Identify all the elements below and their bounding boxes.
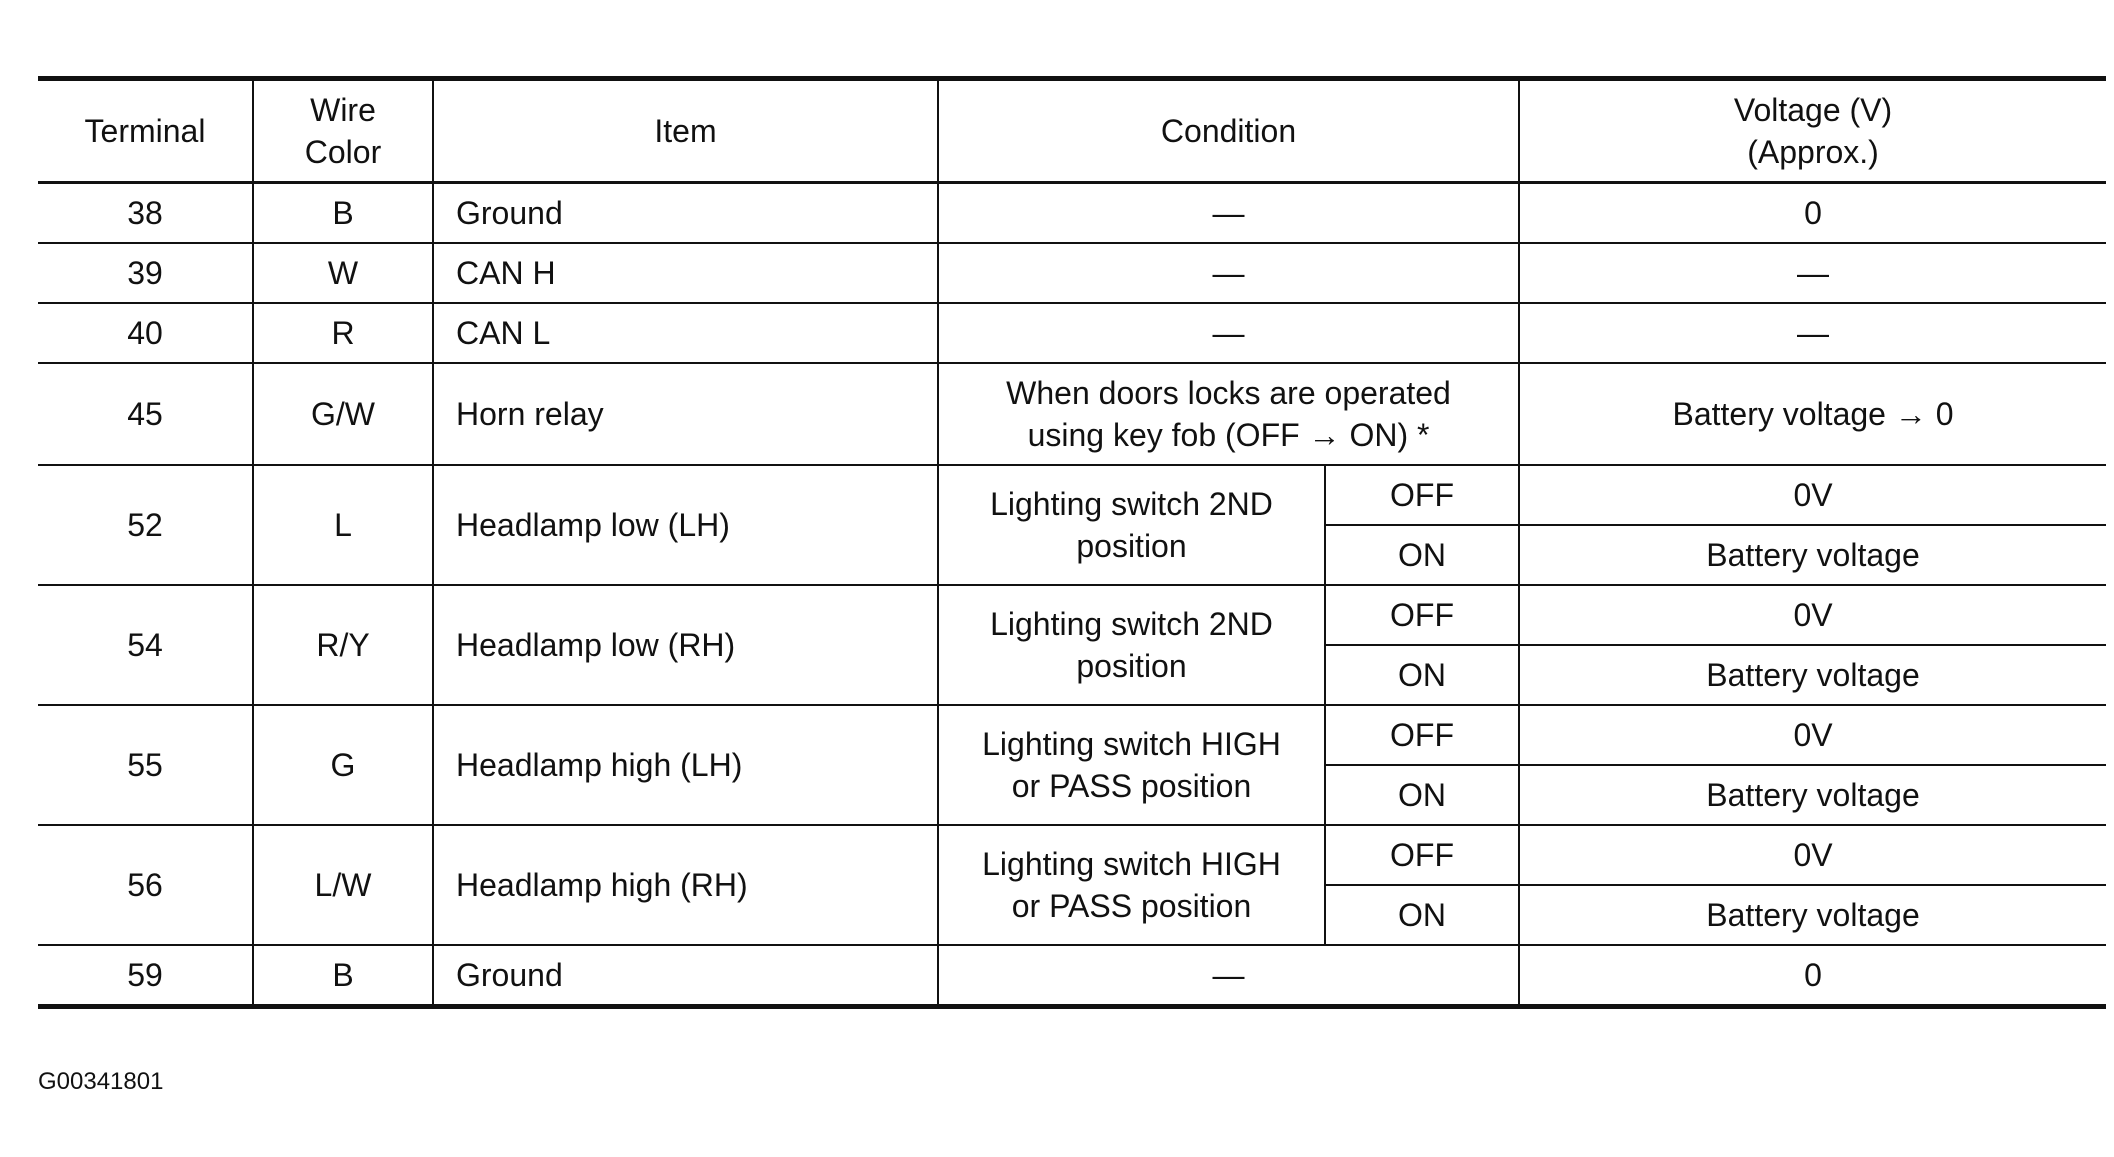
wire-color-cell: W	[253, 243, 433, 303]
voltage-on-cell: Battery voltage	[1519, 645, 2106, 705]
item-cell: Headlamp high (LH)	[433, 705, 938, 825]
voltage-off-cell: 0V	[1519, 465, 2106, 525]
table-row	[38, 183, 2106, 244]
item-cell: Horn relay	[433, 363, 938, 465]
table-row	[38, 945, 2106, 1007]
state-off-cell: OFF	[1325, 825, 1519, 885]
condition-cell	[938, 465, 1325, 585]
terminal-cell: 59	[38, 945, 253, 1007]
terminal-cell: 39	[38, 243, 253, 303]
item-cell: CAN L	[433, 303, 938, 363]
table-row	[38, 465, 2106, 525]
terminal-table	[38, 76, 2106, 1009]
condition-line2: position	[1076, 648, 1187, 684]
terminal-cell: 45	[38, 363, 253, 465]
state-off-cell: OFF	[1325, 465, 1519, 525]
condition-line2: or PASS position	[1011, 888, 1252, 924]
state-on-cell: ON	[1325, 525, 1519, 585]
state-off-cell: OFF	[1325, 585, 1519, 645]
header-row	[38, 79, 2106, 183]
terminal-cell: 52	[38, 465, 253, 585]
item-cell: CAN H	[433, 243, 938, 303]
condition-line1: Lighting switch 2ND	[990, 606, 1273, 642]
condition-line1: When doors locks are operated	[1006, 375, 1451, 411]
table-row	[38, 825, 2106, 885]
condition-cell: —	[938, 303, 1519, 363]
condition-line2: using key fob (OFF → ON) *	[1027, 417, 1430, 453]
header-terminal: Terminal	[38, 79, 253, 183]
wire-color-cell: L	[253, 465, 433, 585]
table-row	[38, 363, 2106, 465]
item-cell: Headlamp low (LH)	[433, 465, 938, 585]
header-voltage-line1: Voltage (V)	[1733, 92, 1893, 128]
wire-color-cell: B	[253, 945, 433, 1007]
condition-line2: position	[1076, 528, 1187, 564]
wire-color-cell: L/W	[253, 825, 433, 945]
header-item: Item	[433, 79, 938, 183]
wire-color-cell: R	[253, 303, 433, 363]
voltage-on-cell: Battery voltage	[1519, 765, 2106, 825]
header-voltage	[1519, 79, 2106, 183]
voltage-off-cell: 0V	[1519, 585, 2106, 645]
terminal-cell: 38	[38, 183, 253, 244]
condition-line1: Lighting switch HIGH	[982, 726, 1281, 762]
condition-cell: —	[938, 945, 1519, 1007]
voltage-on-cell: Battery voltage	[1519, 885, 2106, 945]
table-row	[38, 705, 2106, 765]
figure-id-caption: G00341801	[38, 1068, 164, 1095]
header-voltage-line2: (Approx.)	[1747, 134, 1879, 170]
condition-line1: Lighting switch 2ND	[990, 486, 1273, 522]
wire-color-cell: R/Y	[253, 585, 433, 705]
terminal-cell: 40	[38, 303, 253, 363]
state-on-cell: ON	[1325, 765, 1519, 825]
header-wire-color-line1: Wire	[310, 92, 376, 128]
item-cell: Headlamp high (RH)	[433, 825, 938, 945]
wire-color-cell: B	[253, 183, 433, 244]
wire-color-cell: G	[253, 705, 433, 825]
state-on-cell: ON	[1325, 645, 1519, 705]
voltage-off-cell: 0V	[1519, 825, 2106, 885]
terminal-cell: 55	[38, 705, 253, 825]
voltage-cell: 0	[1519, 945, 2106, 1007]
condition-cell: —	[938, 183, 1519, 244]
state-off-cell: OFF	[1325, 705, 1519, 765]
voltage-cell: Battery voltage → 0	[1519, 363, 2106, 465]
condition-cell	[938, 363, 1519, 465]
header-wire-color-line2: Color	[304, 134, 382, 170]
condition-line2: or PASS position	[1011, 768, 1252, 804]
state-on-cell: ON	[1325, 885, 1519, 945]
table-row	[38, 243, 2106, 303]
voltage-cell: —	[1519, 243, 2106, 303]
terminal-cell: 56	[38, 825, 253, 945]
table-row	[38, 585, 2106, 645]
voltage-on-cell: Battery voltage	[1519, 525, 2106, 585]
voltage-off-cell: 0V	[1519, 705, 2106, 765]
table-row	[38, 303, 2106, 363]
condition-cell	[938, 705, 1325, 825]
voltage-cell: 0	[1519, 183, 2106, 244]
header-wire-color	[253, 79, 433, 183]
item-cell: Ground	[433, 945, 938, 1007]
wire-color-cell: G/W	[253, 363, 433, 465]
voltage-cell: —	[1519, 303, 2106, 363]
header-condition: Condition	[938, 79, 1519, 183]
item-cell: Ground	[433, 183, 938, 244]
condition-line1: Lighting switch HIGH	[982, 846, 1281, 882]
condition-cell: —	[938, 243, 1519, 303]
condition-cell	[938, 825, 1325, 945]
item-cell: Headlamp low (RH)	[433, 585, 938, 705]
condition-cell	[938, 585, 1325, 705]
terminal-cell: 54	[38, 585, 253, 705]
